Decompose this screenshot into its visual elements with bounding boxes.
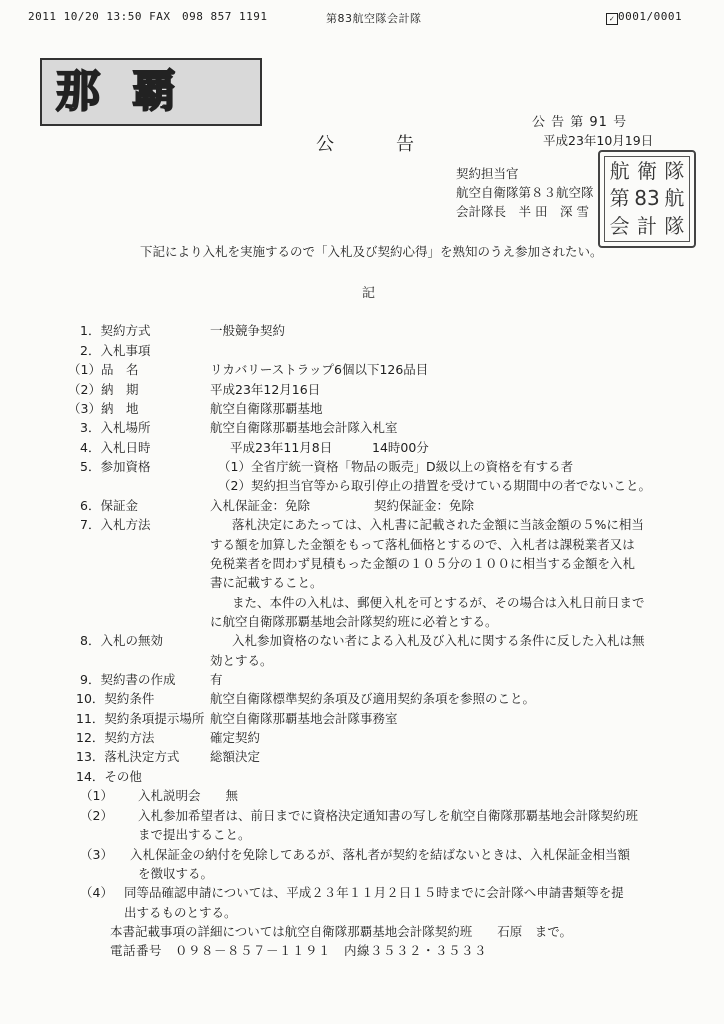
- item-14c-line-1: 入札保証金の納付を免除してあるが、落札者が契約を結ばないときは、入札保証金相当額: [130, 847, 631, 862]
- item-14-label: 14．その他: [76, 769, 142, 784]
- intro-text: 下記により入札を実施するので「入札及び契約心得」を熟知のうえ参加されたい。: [140, 244, 603, 259]
- item-14d-line-2: 出するものとする。: [124, 905, 237, 920]
- item-4-time: 14時00分: [372, 440, 429, 455]
- item-7-line-2: する額を加算した金額をもって落札価格とするので、入札者は課税業者又は: [210, 537, 635, 552]
- fax-icon: ✓: [606, 13, 618, 25]
- item-5-label: 5．参加資格: [80, 459, 151, 474]
- phone-line: 電話番号 ０９８－８５７－１１９１ 内線３５３２・３５３３: [110, 943, 488, 958]
- fax-sender: 第83航空隊会計隊: [326, 12, 422, 25]
- item-2c-value: 航空自衛隊那覇基地: [210, 401, 323, 416]
- fax-datetime: 2011 10/20 13:50 FAX: [28, 10, 171, 23]
- item-7-label: 7．入札方法: [80, 517, 151, 532]
- ki-heading: 記: [362, 286, 376, 301]
- item-7-line-6: に航空自衛隊那覇基地会計隊契約班に必着とする。: [210, 614, 498, 629]
- item-6-bid: 入札保証金：免除: [210, 498, 311, 513]
- item-12-value: 確定契約: [210, 730, 261, 745]
- contact-line: 本書記載事項の詳細については航空自衛隊那覇基地会計隊契約班 石原 まで。: [110, 924, 573, 939]
- item-12-label: 12．契約方法: [76, 730, 155, 745]
- item-10-value: 航空自衛隊標準契約条項及び適用契約条項を参照のこと。: [210, 691, 536, 706]
- item-14b-num: （2）: [80, 808, 113, 823]
- naha-stamp: 那覇: [40, 58, 262, 126]
- notice-number: 公 告 第 91 号: [532, 115, 628, 130]
- item-8-label: 8．入札の無効: [80, 633, 163, 648]
- item-5-line-1: （1）全省庁統一資格「物品の販売」D級以上の資格を有する者: [218, 459, 574, 474]
- notice-date: 平成23年10月19日: [543, 133, 654, 148]
- item-2a-value: リカバリーストラップ6個以下126品目: [210, 362, 429, 377]
- item-9-label: 9．契約書の作成: [80, 672, 176, 687]
- item-2b-label: （2）納 期: [68, 382, 139, 397]
- item-6-contract: 契約保証金：免除: [374, 498, 475, 513]
- official-seal: 航 衛 隊 第 83 航 会 計 隊: [598, 150, 696, 248]
- item-10-label: 10．契約条件: [76, 691, 155, 706]
- issuer-line-1: 契約担当官: [456, 166, 519, 181]
- item-4-date: 平成23年11月8日: [230, 440, 333, 455]
- item-2-label: 2．入札事項: [80, 343, 151, 358]
- item-3-value: 航空自衛隊那覇基地会計隊入札室: [210, 420, 398, 435]
- item-1-value: 一般競争契約: [210, 323, 286, 338]
- item-4-label: 4．入札日時: [80, 440, 151, 455]
- page-title: 公告: [316, 134, 476, 155]
- fax-number: 098 857 1191: [182, 10, 268, 23]
- item-3-label: 3．入札場所: [80, 420, 151, 435]
- item-14b-line-1: 入札参加希望者は、前日までに資格決定通知書の写しを航空自衛隊那覇基地会計隊契約班: [138, 808, 639, 823]
- item-2a-label: （1）品 名: [68, 362, 139, 377]
- issuer-line-2: 航空自衛隊第８３航空隊: [456, 185, 594, 200]
- item-6-label: 6．保証金: [80, 498, 138, 513]
- item-14a-text: 入札説明会 無: [138, 788, 239, 803]
- item-1-label: 1．契約方式: [80, 323, 151, 338]
- item-9-value: 有: [210, 672, 223, 687]
- item-11-value: 航空自衛隊那覇基地会計隊事務室: [210, 711, 398, 726]
- item-7-line-3: 免税業者を問わず見積もった金額の１０５分の１００に相当する金額を入札: [210, 556, 636, 571]
- item-14d-num: （4）: [80, 885, 113, 900]
- item-7-line-1: 落札決定にあたっては、入札書に記載された金額に当該金額の５%に相当: [232, 517, 644, 532]
- item-5-line-2: （2）契約担当官等から取引停止の措置を受けている期間中の者でないこと。: [218, 478, 651, 493]
- item-14d-line-1: 同等品確認申請については、平成２３年１１月２日１５時までに会計隊へ申請書類等を提: [124, 885, 624, 900]
- item-14c-num: （3）: [80, 847, 113, 862]
- issuer-line-3: 会計隊長 半 田 深 雪: [456, 204, 589, 219]
- item-14b-line-2: まで提出すること。: [138, 827, 251, 842]
- item-8-line-1: 入札参加資格のない者による入札及び入札に関する条件に反した入札は無: [232, 633, 645, 648]
- item-8-line-2: 効とする。: [210, 653, 273, 668]
- item-7-line-4: 書に記載すること。: [210, 575, 323, 590]
- item-13-value: 総額決定: [210, 749, 261, 764]
- item-11-label: 11．契約条項提示場所: [76, 711, 205, 726]
- item-13-label: 13．落札決定方式: [76, 749, 180, 764]
- item-14c-line-2: を徴収する。: [138, 866, 214, 881]
- item-2c-label: （3）納 地: [68, 401, 139, 416]
- fax-page-count: ✓ 0001/0001: [606, 10, 682, 25]
- item-7-line-5: また、本件の入札は、郵便入札を可とするが、その場合は入札日前日まで: [232, 595, 645, 610]
- item-2b-value: 平成23年12月16日: [210, 382, 321, 397]
- item-14a-num: （1）: [80, 788, 113, 803]
